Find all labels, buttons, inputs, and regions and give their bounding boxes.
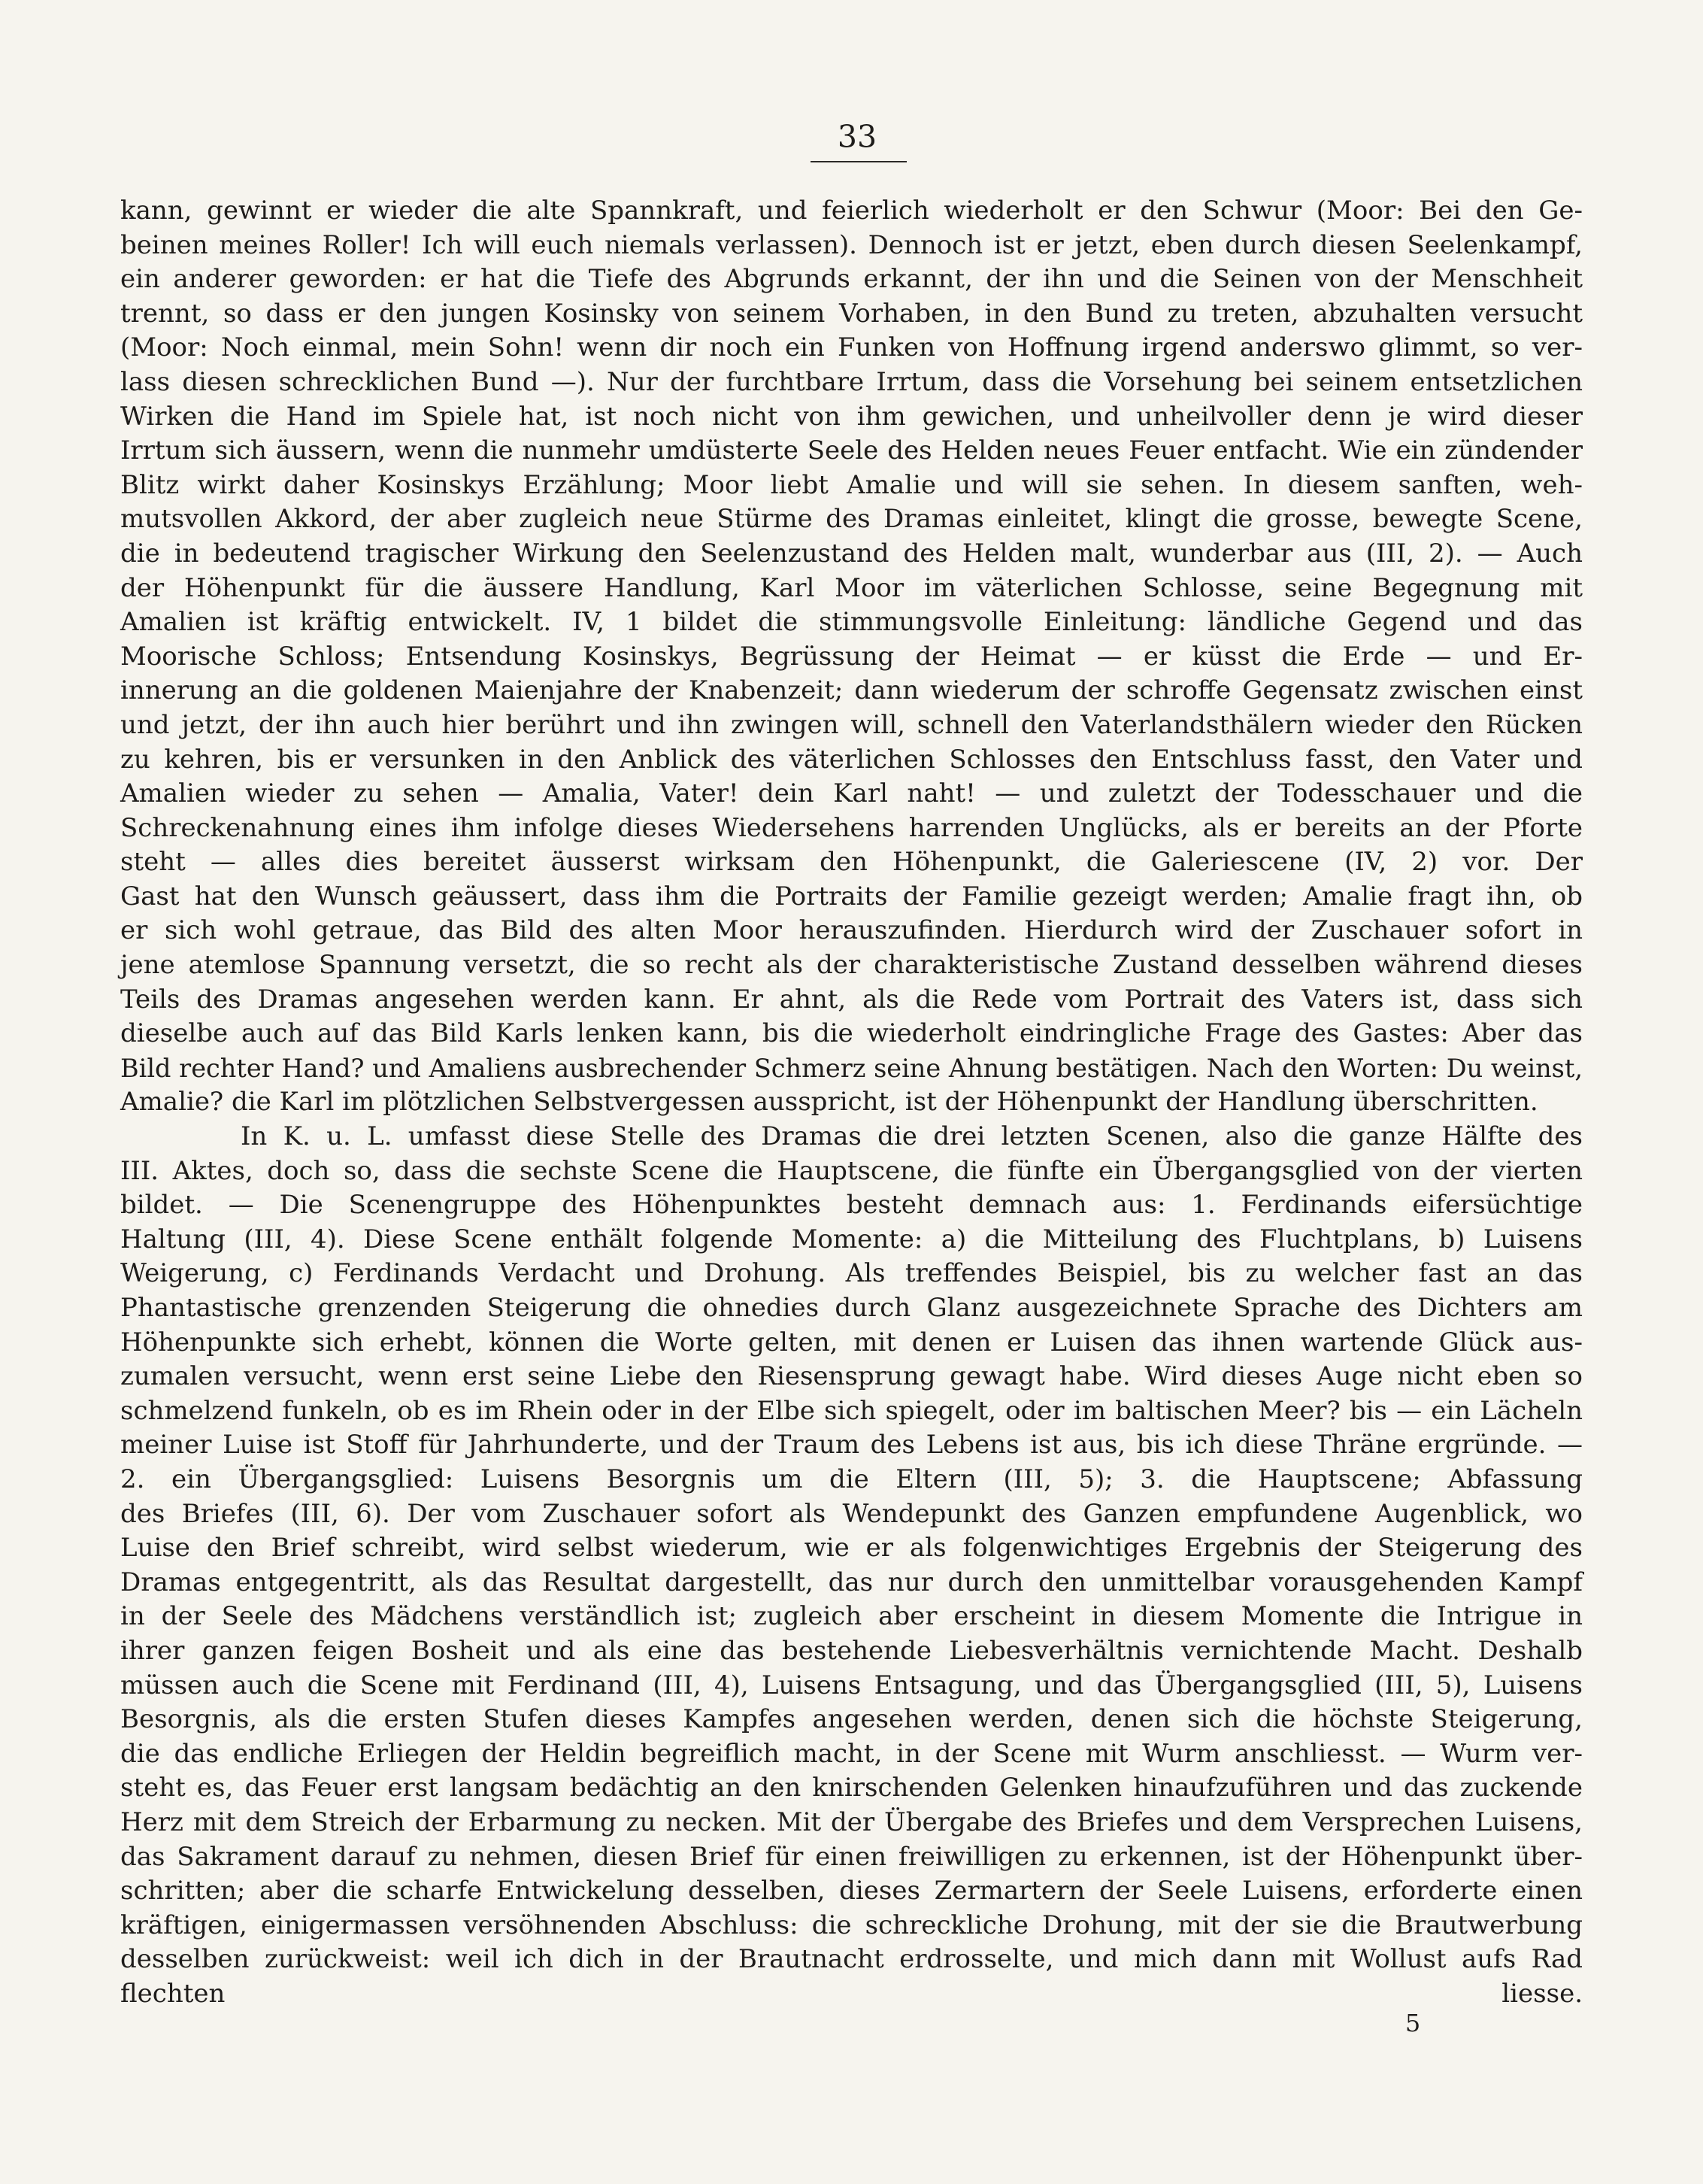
text-line: innerung an die goldenen Maienjahre der Knabenzeit; dann wiederum der schroffe Gegensatz zwischen einst — [120, 675, 1583, 706]
text-line: ein anderer geworden: er hat die Tiefe des Abgrunds erkannt, der ihn und die Seinen von der Menschheit — [120, 264, 1583, 295]
text-line: schmelzend funkeln, ob es im Rhein oder in der Elbe sich spiegelt, oder im baltischen Meer? bis — ein Lächeln — [120, 1395, 1583, 1426]
text-line: Phantastische grenzenden Steigerung die ohnedies durch Glanz ausgezeichnete Sprache des Dichters am — [120, 1293, 1583, 1323]
text-line: Blitz wirkt daher Kosinskys Erzählung; Moor liebt Amalie und will sie sehen. In diesem sanften, weh- — [120, 469, 1583, 500]
text-line: beinen meines Roller! Ich will euch niemals verlassen). Dennoch ist er jetzt, eben durch diesen Seelenkampf, — [120, 229, 1583, 260]
text-line: Moorische Schloss; Entsendung Kosinskys, Begrüssung der Heimat — er küsst die Erde — und Er- — [120, 641, 1583, 672]
text-line: Weigerung, c) Ferdinands Verdacht und Drohung. Als treffendes Beispiel, bis zu welcher fast an das — [120, 1258, 1583, 1289]
text-line: Gast hat den Wunsch geäussert, dass ihm die Portraits der Familie gezeigt werden; Amalie fragt ihn, ob — [120, 881, 1583, 912]
text-line: Besorgnis, als die ersten Stufen dieses Kampfes angesehen werden, denen sich die höchste Steigerung, — [120, 1704, 1583, 1735]
text-line: Amalien wieder zu sehen — Amalia, Vater! dein Karl naht! — und zuletzt der Todesschauer und die — [120, 778, 1583, 809]
text-line: III. Aktes, doch so, dass die sechste Scene die Hauptscene, die fünfte ein Übergangsglied von der vierten — [120, 1155, 1583, 1186]
text-line: Amalien ist kräftig entwickelt. IV, 1 bildet die stimmungsvolle Einleitung: ländliche Gegend und das — [120, 607, 1583, 638]
text-line: die das endliche Erliegen der Heldin begreiflich macht, in der Scene mit Wurm anschliesst. — Wurm ver- — [120, 1738, 1583, 1769]
text-line: Luise den Brief schreibt, wird selbst wiederum, wie er als folgenwichtiges Ergebnis der Steigerung des — [120, 1533, 1583, 1564]
text-line: desselben zurückweist: weil ich dich in der Brautnacht erdrosselte, und mich dann mit Wollust aufs Rad — [120, 1944, 1583, 1975]
text-line: zumalen versucht, wenn erst seine Liebe den Riesensprung gewagt habe. Wird dieses Auge nicht eben so — [120, 1361, 1583, 1392]
text-line: Wirken die Hand im Spiele hat, ist noch nicht von ihm gewichen, und unheilvoller denn je wird dieser — [120, 401, 1583, 432]
text-line: Schreckenahnung eines ihm infolge dieses Wiedersehens harrenden Unglücks, als er bereits an der Pforte — [120, 812, 1583, 843]
text-line: die in bedeutend tragischer Wirkung den Seelenzustand des Helden malt, wunderbar aus (III, 2). — Auch — [120, 538, 1583, 569]
text-line — [120, 2011, 1583, 2046]
page-number: 33 — [837, 119, 877, 155]
text-line: (Moor: Noch einmal, mein Sohn! wenn dir noch ein Funken von Hoffnung irgend anderswo glimmt, so ver- — [120, 332, 1583, 363]
text-line: mutsvollen Akkord, der aber zugleich neue Stürme des Dramas einleitet, klingt die grosse, bewegte Scene, — [120, 504, 1583, 535]
text-line: Höhenpunkte sich erhebt, können die Worte gelten, mit denen er Luisen das ihnen wartende Glück aus- — [120, 1327, 1583, 1357]
text-line: kann, gewinnt er wieder die alte Spannkraft, und feierlich wiederholt er den Schwur (Moor: Bei den Ge- — [120, 196, 1583, 226]
text-line: Teils des Dramas angesehen werden kann. Er ahnt, als die Rede vom Portrait des Vaters ist, dass sich — [120, 984, 1583, 1015]
text-line: müssen auch die Scene mit Ferdinand (III, 4), Luisens Entsagung, und das Übergangsglied (III, 5), Luisens — [120, 1670, 1583, 1700]
text-line: Dramas entgegentritt, als das Resultat dargestellt, das nur durch den unmittelbar vorausgehenden Kampf — [120, 1567, 1583, 1597]
text-line: zu kehren, bis er versunken in den Anblick des väterlichen Schlosses den Entschluss fasst, den Vater und — [120, 744, 1583, 775]
text-line: dieselbe auch auf das Bild Karls lenken kann, bis die wiederholt eindringliche Frage des Gastes: Aber das — [120, 1018, 1583, 1049]
text-line: ihrer ganzen feigen Bosheit und als eine das bestehende Liebesverhältnis vernichtende Macht. Deshalb — [120, 1635, 1583, 1666]
text-line: 2. ein Übergangsglied: Luisens Besorgnis um die Eltern (III, 5); 3. die Hauptscene; Abfassung — [120, 1464, 1583, 1494]
text-line: Haltung (III, 4). Diese Scene enthält folgende Momente: a) die Mitteilung des Fluchtplans, b) Luisens — [120, 1224, 1583, 1254]
text-line: des Briefes (III, 6). Der vom Zuschauer sofort als Wendepunkt des Ganzen empfundene Augenblick, wo — [120, 1498, 1583, 1529]
text-line: steht — alles dies bereitet äusserst wirksam den Höhenpunkt, die Galeriescene (IV, 2) vor. Der — [120, 847, 1583, 878]
text-line: Bild rechter Hand? und Amaliens ausbrechender Schmerz seine Ahnung bestätigen. Nach den Worten: Du weinst, — [120, 1053, 1583, 1083]
paragraph-start-line: In K. u. L. umfasst diese Stelle des Dramas die drei letzten Scenen, also die ganze Hälfte des — [241, 1121, 1583, 1152]
text-line: und jetzt, der ihn auch hier berührt und ihn zwingen will, schnell den Vaterlandsthälern wieder den Rücken — [120, 709, 1583, 740]
text-line: er sich wohl getraue, das Bild des alten Moor herauszufinden. Hierdurch wird der Zuschauer sofort in — [120, 915, 1583, 946]
text-line: trennt, so dass er den jungen Kosinsky von seinem Vorhaben, in den Bund zu treten, abzuhalten versucht — [120, 298, 1583, 329]
text-line: bildet. — Die Scenengruppe des Höhenpunktes besteht demnach aus: 1. Ferdinands eifersüchtige — [120, 1190, 1583, 1221]
text-line: lass diesen schrecklichen Bund —). Nur der furchtbare Irrtum, dass die Vorsehung bei seinem entsetzlichen — [120, 366, 1583, 397]
text-line: der Höhenpunkt für die äussere Handlung, Karl Moor im väterlichen Schlosse, seine Begegnung mit — [120, 572, 1583, 603]
text-line: kräftigen, einigermassen versöhnenden Abschluss: die schreckliche Drohung, mit der sie die Brautwerbung — [120, 1909, 1583, 1940]
text-line: steht es, das Feuer erst langsam bedächtig an den knirschenden Gelenken hinaufzuführen und das zuckende — [120, 1773, 1583, 1803]
text-line: flechten liesse. — [120, 1978, 1583, 2009]
text-line: Irrtum sich äussern, wenn die nunmehr umdüsterte Seele des Helden neues Feuer entfacht. Wie ein zündender — [120, 435, 1583, 466]
text-line: das Sakrament darauf zu nehmen, diesen Brief für einen freiwilligen zu erkennen, ist der Höhenpunkt über- — [120, 1841, 1583, 1872]
signature-mark: 5 — [1405, 2009, 1421, 2037]
text-line: Amalie? die Karl im plötzlichen Selbstvergessen ausspricht, ist der Höhenpunkt der Handlung überschritten. — [120, 1087, 1538, 1118]
page-number-rule — [811, 161, 907, 162]
text-line: schritten; aber die scharfe Entwickelung desselben, dieses Zermartern der Seele Luisens, erforderte einen — [120, 1876, 1583, 1906]
text-line: Herz mit dem Streich der Erbarmung zu necken. Mit der Übergabe des Briefes und dem Versprechen Luisens, — [120, 1806, 1583, 1837]
text-line: in der Seele des Mädchens verständlich ist; zugleich aber erscheint in diesem Momente die Intrigue in — [120, 1601, 1583, 1632]
body-text — [120, 194, 1583, 2046]
text-line: meiner Luise ist Stoff für Jahrhunderte, und der Traum des Lebens ist aus, bis ich diese Thräne ergründe. — — [120, 1430, 1583, 1461]
text-line: jene atemlose Spannung versetzt, die so recht als der charakteristische Zustand desselben während dieses — [120, 950, 1583, 981]
